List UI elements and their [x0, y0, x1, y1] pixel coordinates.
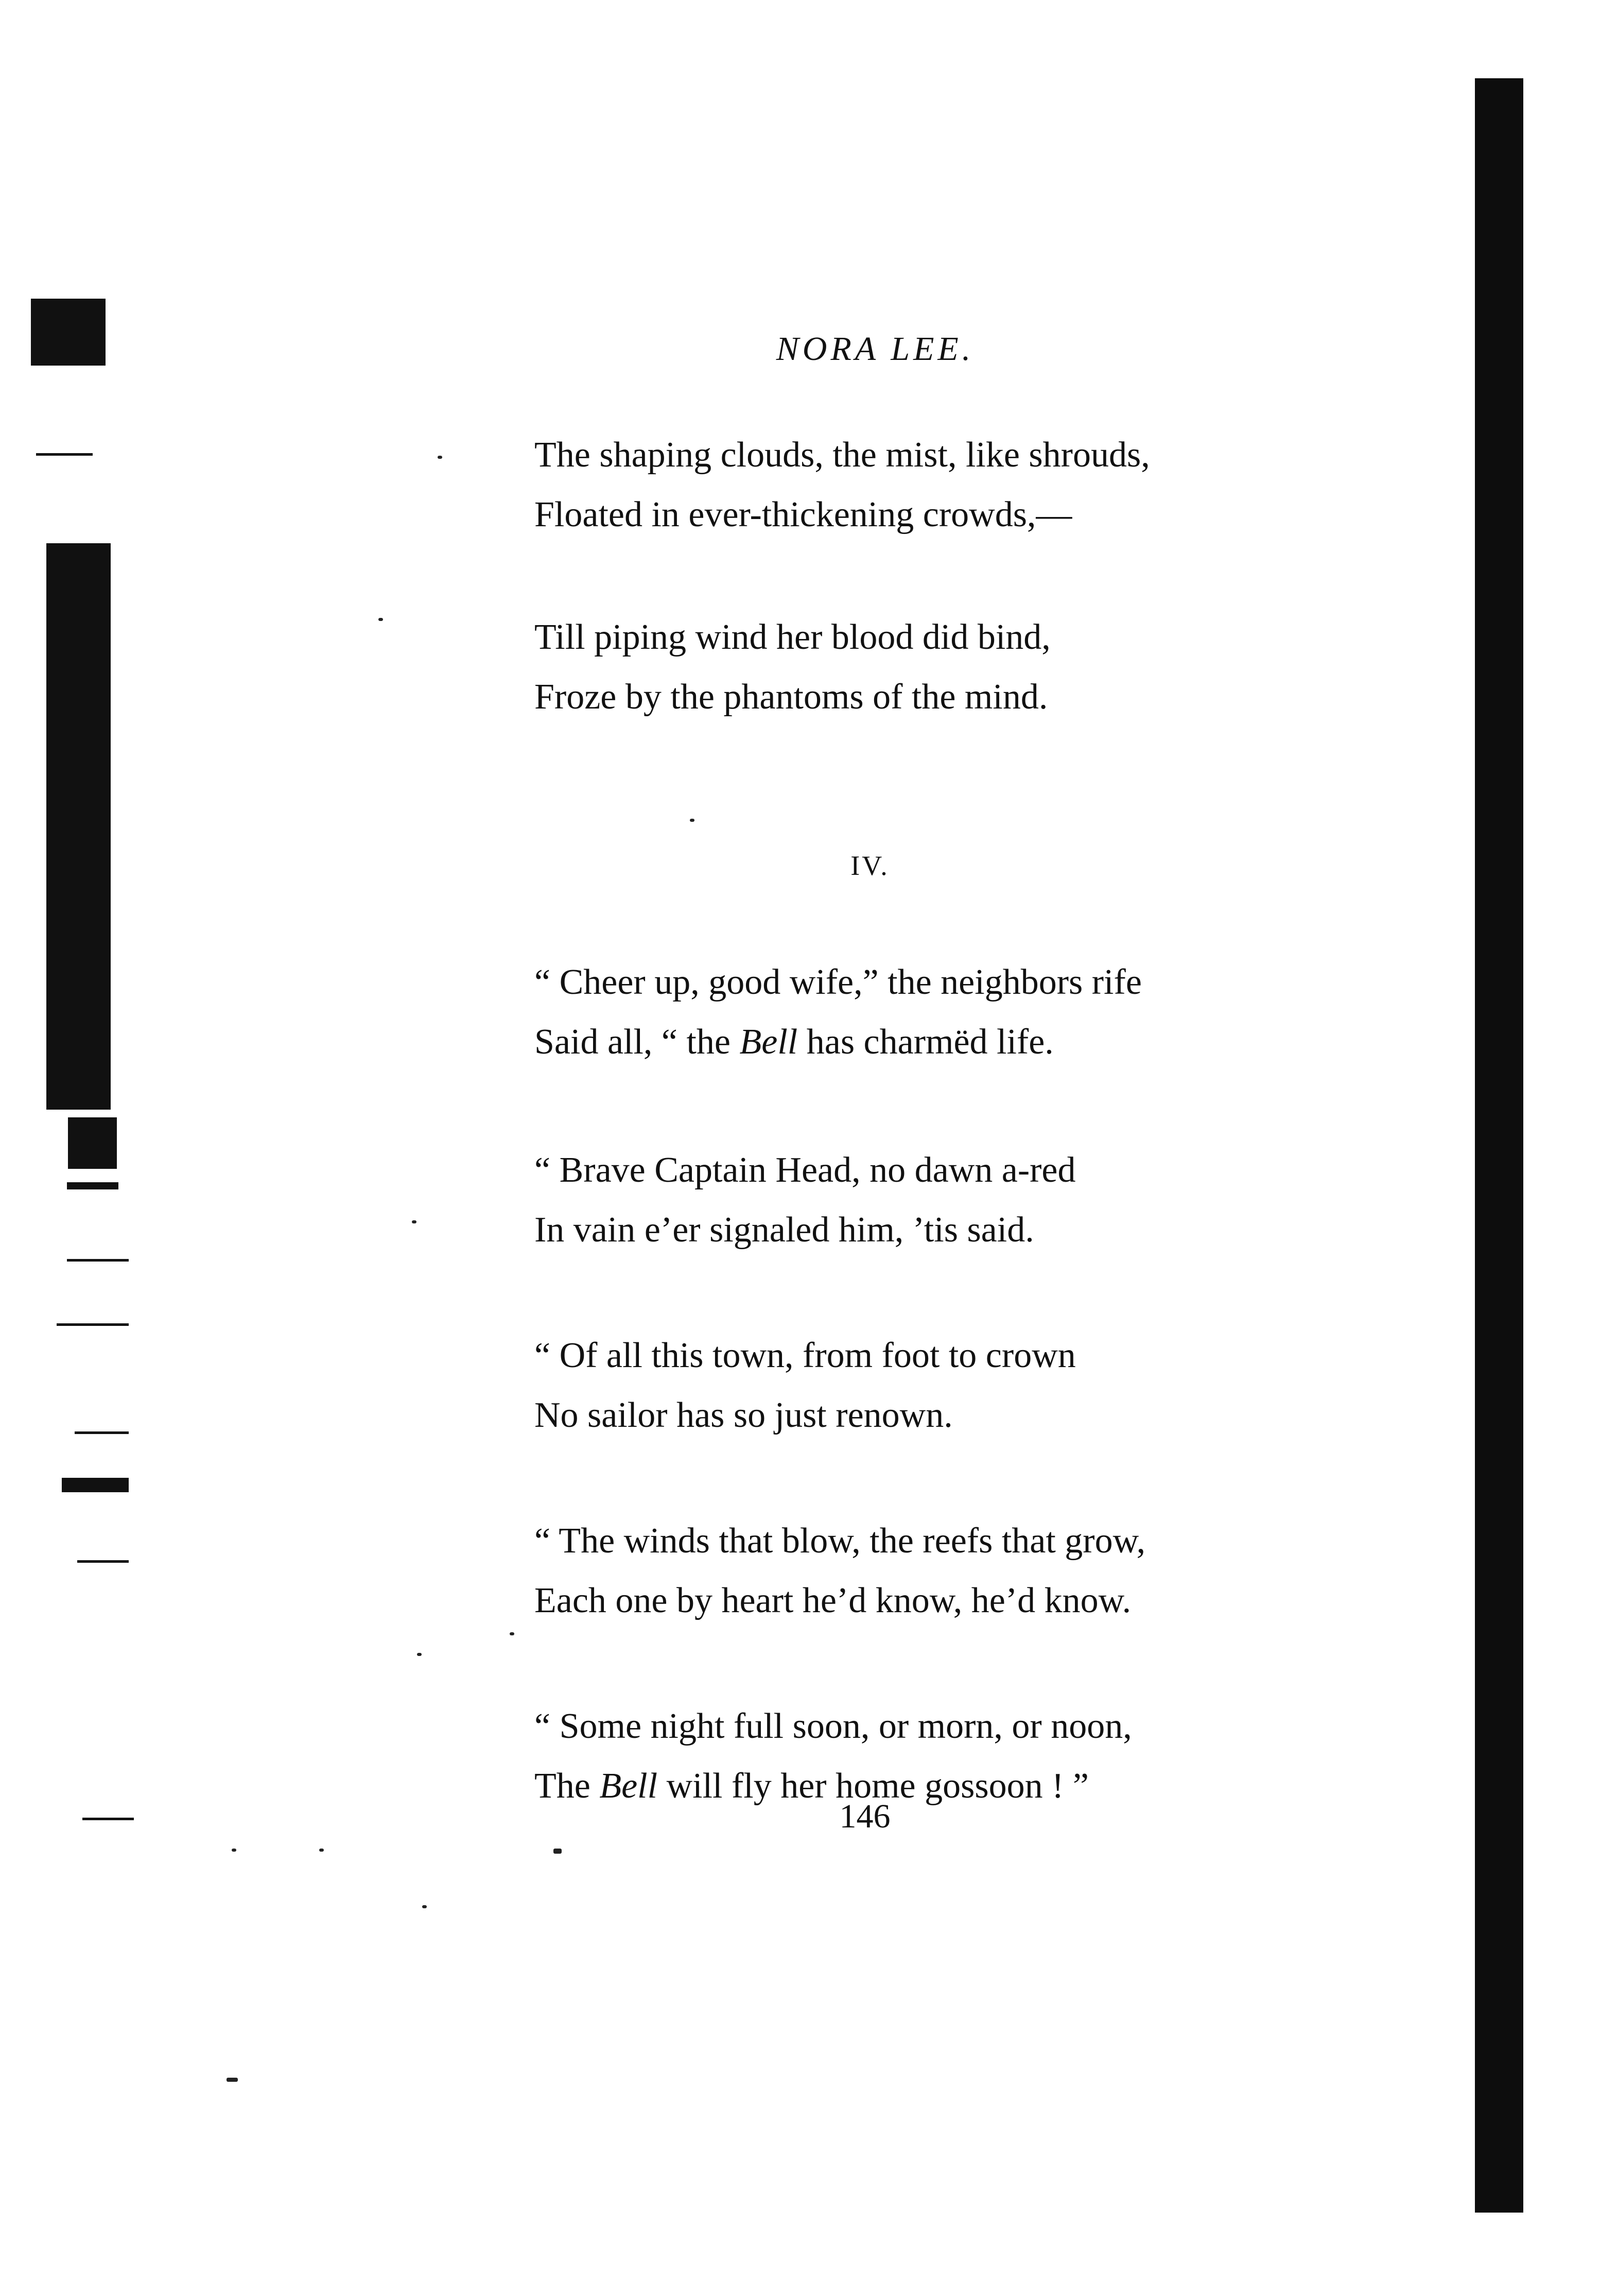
- text-run: The: [534, 1766, 600, 1806]
- text-run: “ Cheer up, good wife,” the neighbors rife: [534, 962, 1142, 1002]
- verse-line: [534, 1386, 1337, 1445]
- text-run: Floated in ever-thickening crowds,—: [534, 495, 1072, 534]
- verse-line: [534, 1012, 1337, 1072]
- text-run: The shaping clouds, the mist, like shrouds,: [534, 435, 1150, 475]
- stanza-6: [534, 1511, 1337, 1631]
- verse-line: [534, 667, 1337, 727]
- stanza-5: [534, 1326, 1337, 1445]
- verse-line: [534, 425, 1337, 485]
- verse-line: [534, 1697, 1337, 1756]
- stanza-2: [534, 608, 1337, 727]
- text-run: will fly her home gossoon ! ”: [657, 1766, 1089, 1806]
- text-run: has charmëd life.: [797, 1022, 1054, 1062]
- stanza-4: [534, 1141, 1337, 1260]
- page-number: 146: [839, 1798, 891, 1835]
- scan-edge-bar: [1475, 78, 1523, 2213]
- verse-line: [534, 1200, 1337, 1260]
- text-run: In vain e’er signaled him, ’tis said.: [534, 1210, 1034, 1250]
- text-run: Each one by heart he’d know, he’d know.: [534, 1581, 1132, 1620]
- text-run: Till piping wind her blood did bind,: [534, 617, 1051, 657]
- text-run: “ The winds that blow, the reefs that grow,: [534, 1521, 1146, 1561]
- italic-run: Bell: [599, 1766, 658, 1806]
- verse-line: [534, 1141, 1337, 1200]
- verse-line: [534, 1571, 1337, 1631]
- running-head: NORA LEE.: [776, 330, 975, 368]
- text-run: “ Brave Captain Head, no dawn a-red: [534, 1150, 1076, 1190]
- text-run: Said all, “ the: [534, 1022, 740, 1062]
- scan-edge-marks: [0, 0, 144, 2296]
- stanza-3: [534, 953, 1337, 1072]
- text-run: “ Of all this town, from foot to crown: [534, 1336, 1076, 1375]
- text-run: No sailor has so just renown.: [534, 1395, 953, 1435]
- section-number: IV.: [850, 850, 890, 881]
- verse-line: [534, 608, 1337, 667]
- verse-line: [534, 485, 1337, 545]
- stanza-1: [534, 425, 1337, 545]
- italic-run: Bell: [739, 1022, 798, 1062]
- stanza-7: [534, 1697, 1337, 1816]
- text-run: “ Some night full soon, or morn, or noon,: [534, 1706, 1132, 1746]
- verse-line: [534, 1511, 1337, 1571]
- verse-line: [534, 953, 1337, 1012]
- verse-line: [534, 1756, 1337, 1816]
- text-run: Froze by the phantoms of the mind.: [534, 677, 1048, 717]
- verse-line: [534, 1326, 1337, 1386]
